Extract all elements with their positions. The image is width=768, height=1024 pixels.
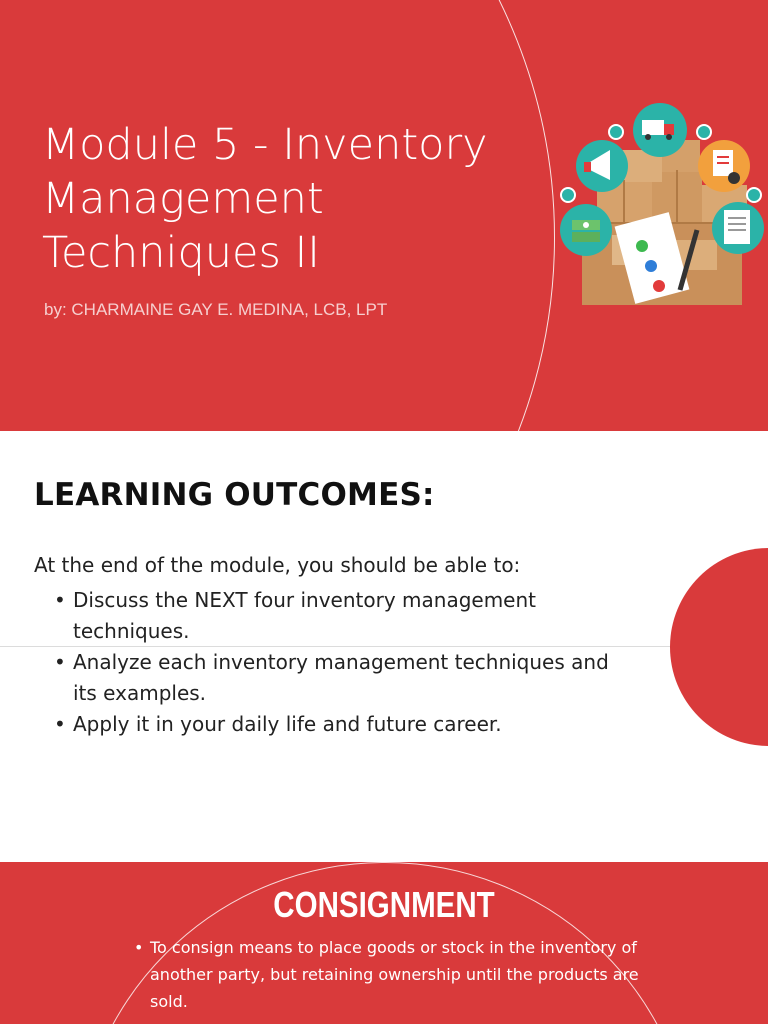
consignment-slide (0, 862, 768, 1024)
inventory-illustration (552, 100, 766, 310)
list-item: • Analyze each inventory management techniques and its examples. (54, 647, 624, 709)
outcomes-heading: LEARNING OUTCOMES: (34, 477, 435, 513)
invoice-icon (712, 202, 764, 254)
list-item: • Apply it in your daily life and future career. (54, 709, 624, 740)
slide-title: Module 5 - Inventory Management Techniques II (42, 120, 488, 278)
outcomes-list (54, 585, 624, 740)
consignment-heading: CONSIGNMENT (273, 884, 495, 925)
list-item: • Discuss the NEXT four inventory management techniques. (54, 585, 624, 647)
consignment-list (134, 934, 644, 1015)
truck-icon (633, 103, 687, 157)
megaphone-icon (576, 140, 628, 192)
decorative-circle (670, 548, 768, 746)
author-byline: by: CHARMAINE GAY E. MEDINA, LCB, LPT (44, 300, 388, 319)
list-item: • To consign means to place goods or stock in the inventory of another party, but retaining ownership until the products are sold. (134, 934, 644, 1015)
outcomes-intro: At the end of the module, you should be able to: (34, 553, 521, 577)
checklist-gear-icon (698, 140, 750, 192)
cash-icon (560, 204, 612, 256)
title-slide (0, 0, 768, 431)
learning-outcomes-slide (0, 431, 768, 862)
